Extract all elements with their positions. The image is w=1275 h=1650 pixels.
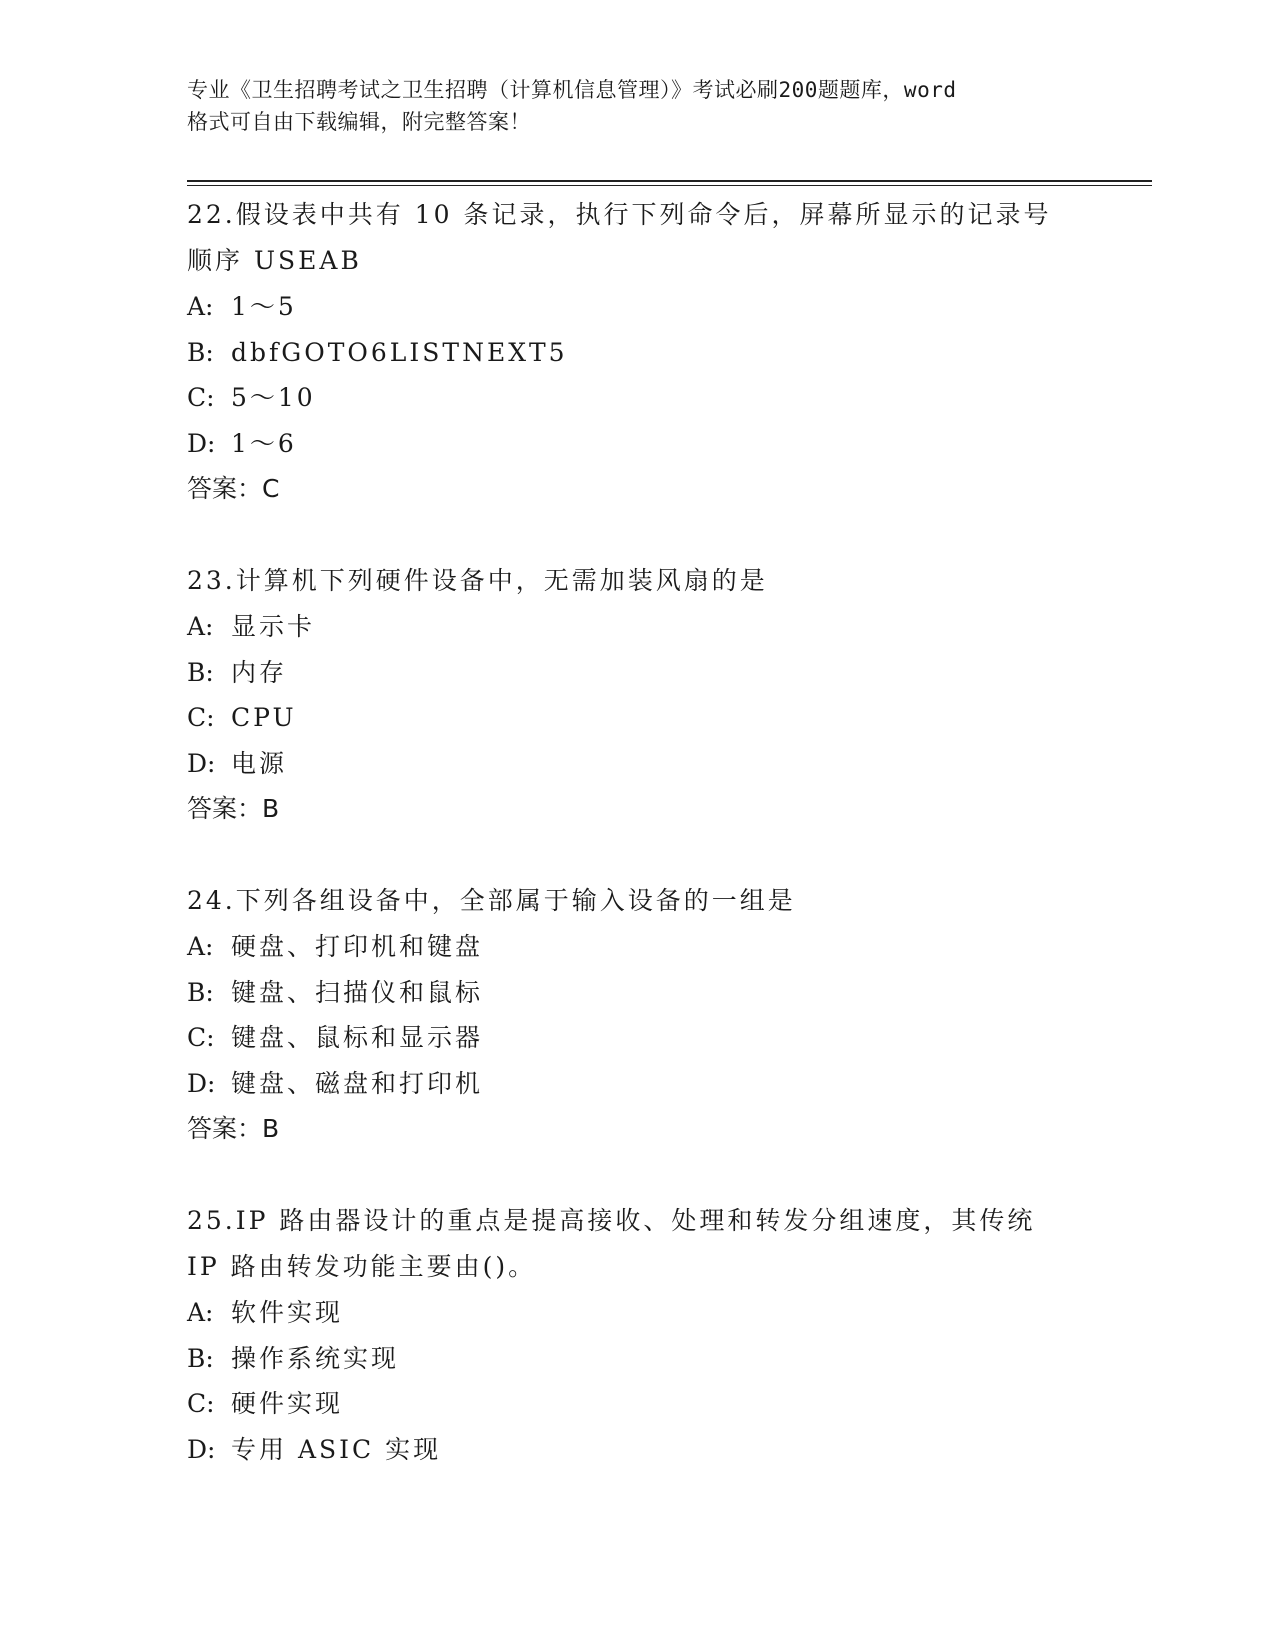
option-text: 键盘、扫描仪和鼠标 (231, 977, 484, 1007)
header-line-2: 格式可自由下载编辑，附完整答案！ (187, 110, 531, 134)
question-block (187, 192, 1167, 512)
option-key: B: (187, 977, 214, 1007)
question-list (187, 192, 1167, 1518)
option-key: C: (187, 1389, 215, 1418)
option-text: 5～10 (231, 383, 316, 412)
question-stem: 23.计算机下列硬件设备中，无需加装风扇的是 (187, 566, 768, 595)
answer-line: 答案：C (187, 474, 280, 503)
option-text: 硬件实现 (231, 1389, 344, 1418)
option-text: CPU (231, 703, 297, 732)
question-block (187, 1198, 1167, 1472)
answer-option (187, 1015, 1167, 1061)
option-key: C: (187, 383, 215, 412)
option-text: dbfGOTO6LISTNEXT5 (231, 337, 568, 367)
answer-option (187, 375, 1167, 421)
option-text: 键盘、磁盘和打印机 (231, 1068, 484, 1098)
answer-option (187, 1381, 1167, 1427)
option-text: 显示卡 (231, 612, 316, 641)
answer-option (187, 970, 1167, 1016)
answer-option (187, 1061, 1167, 1107)
option-key: A: (187, 932, 214, 961)
option-key: A: (187, 612, 214, 641)
answer-line: 答案：B (187, 794, 280, 823)
question-block (187, 878, 1167, 1152)
option-text: 电源 (231, 748, 288, 778)
answer-option (187, 650, 1167, 696)
option-key: D: (187, 1068, 216, 1098)
option-key: D: (187, 748, 216, 778)
option-text: 硬盘、打印机和键盘 (231, 932, 484, 961)
answer-line: 答案：B (187, 1114, 280, 1143)
header-divider (187, 180, 1152, 186)
question-stem: IP 路由转发功能主要由()。 (187, 1252, 537, 1281)
question-stem: 顺序 USEAB (187, 246, 362, 275)
answer-option (187, 330, 1167, 376)
option-key: B: (187, 337, 214, 367)
document-header (187, 74, 1087, 138)
option-text: 键盘、鼠标和显示器 (231, 1023, 484, 1052)
option-key: A: (187, 292, 214, 321)
answer-option (187, 1290, 1167, 1336)
option-key: A: (187, 1298, 214, 1327)
question-block (187, 558, 1167, 832)
option-key: D: (187, 1434, 216, 1464)
question-stem: 24.下列各组设备中，全部属于输入设备的一组是 (187, 886, 796, 915)
option-text: 操作系统实现 (231, 1343, 400, 1373)
option-key: B: (187, 657, 214, 687)
answer-option (187, 924, 1167, 970)
answer-option (187, 741, 1167, 787)
option-text: 专用 ASIC 实现 (231, 1434, 442, 1464)
answer-option (187, 1336, 1167, 1382)
answer-option (187, 421, 1167, 467)
option-key: C: (187, 1023, 215, 1052)
question-stem: 25.IP 路由器设计的重点是提高接收、处理和转发分组速度，其传统 (187, 1206, 1036, 1235)
option-text: 内存 (231, 657, 288, 687)
option-key: B: (187, 1343, 214, 1373)
header-line-1: 专业《卫生招聘考试之卫生招聘（计算机信息管理）》考试必刷200题题库，word (187, 78, 957, 102)
option-key: D: (187, 428, 216, 458)
answer-option (187, 1427, 1167, 1473)
answer-option (187, 604, 1167, 650)
option-text: 1～6 (231, 428, 297, 458)
option-text: 1～5 (231, 292, 297, 321)
answer-option (187, 284, 1167, 330)
option-key: C: (187, 703, 215, 732)
answer-option (187, 695, 1167, 741)
question-stem: 22.假设表中共有 10 条记录，执行下列命令后，屏幕所显示的记录号 (187, 200, 1052, 229)
option-text: 软件实现 (231, 1298, 344, 1327)
